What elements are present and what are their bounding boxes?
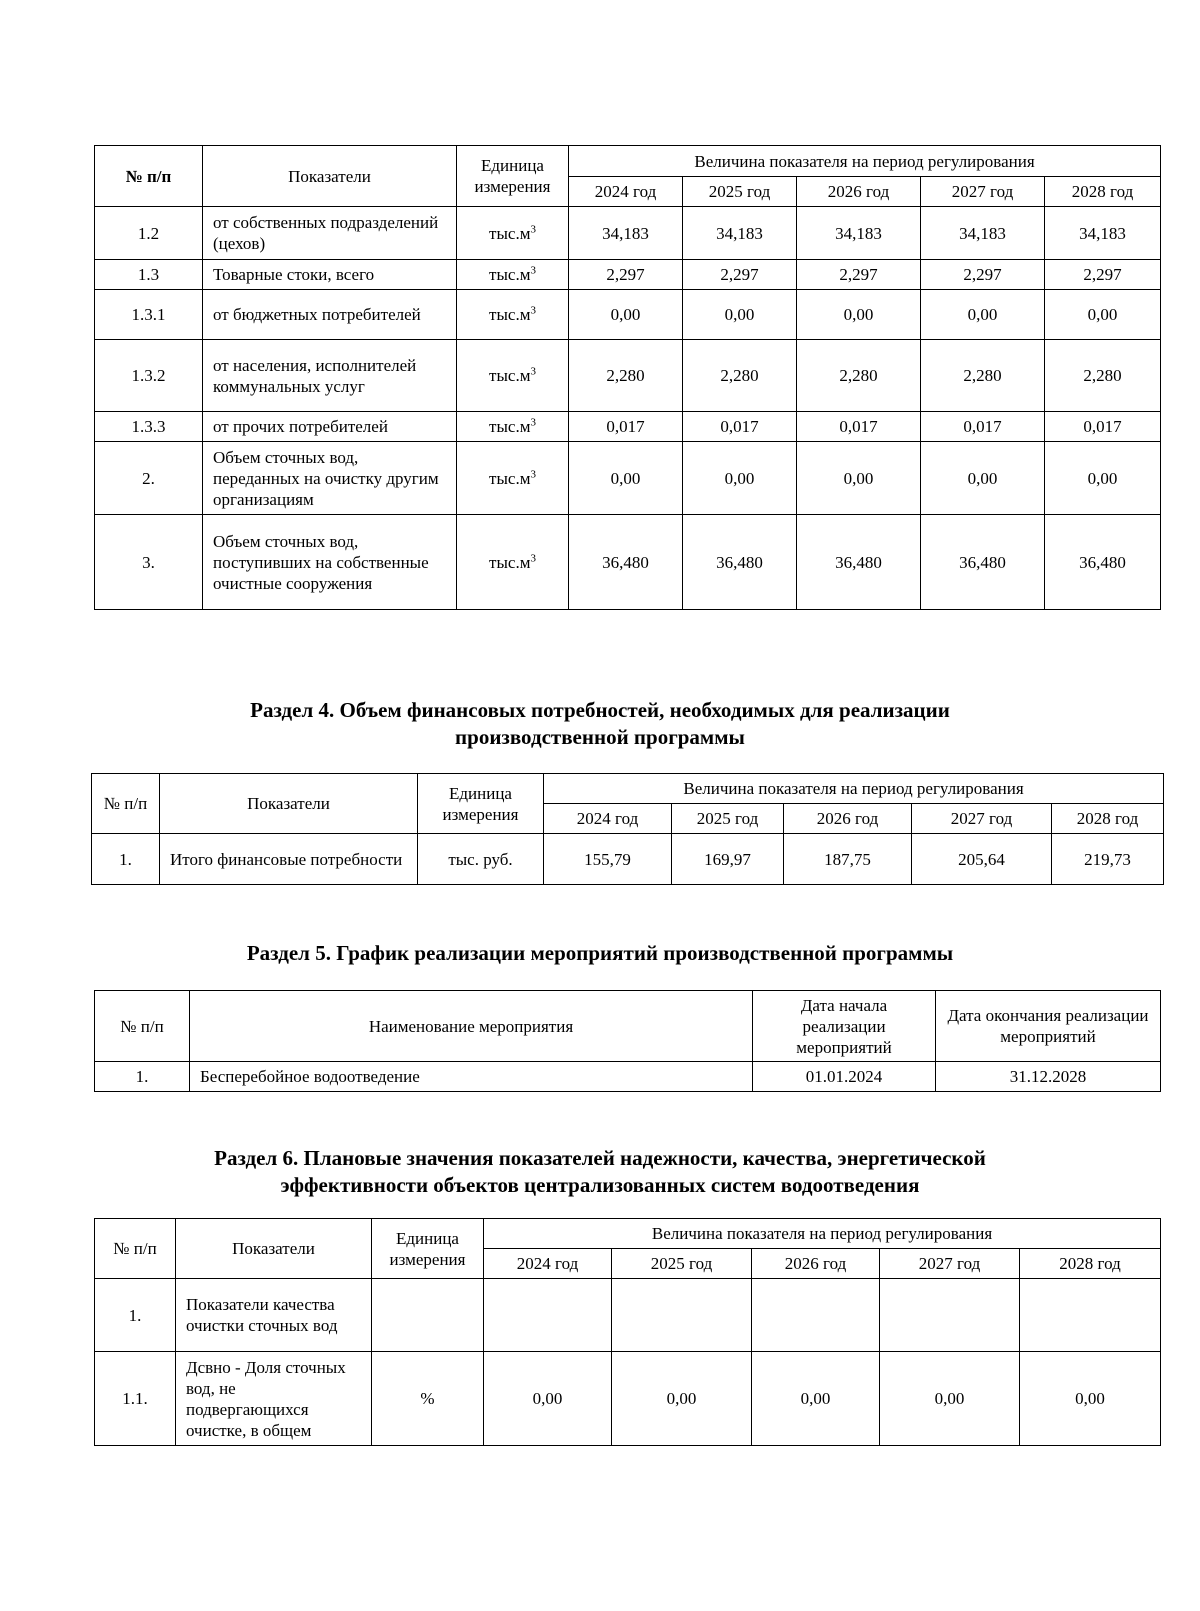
- row-name-text: Товарные стоки, всего: [213, 265, 375, 284]
- row-value-text: 34,183: [716, 223, 763, 243]
- row-value: [1020, 1279, 1161, 1352]
- header-year: 2025 год: [672, 804, 784, 834]
- unit-superscript: 3: [530, 365, 536, 378]
- row-value-text: 2,297: [963, 265, 1002, 284]
- row-value-text: 0,00: [967, 468, 998, 488]
- row-value: [921, 260, 1045, 290]
- header-year: 2028 год: [1020, 1249, 1161, 1279]
- unit-superscript: 3: [530, 222, 536, 235]
- row-value-text: 36,480: [716, 552, 763, 572]
- row-value-text: 0,017: [963, 417, 1002, 436]
- section4-title-line2: производственной программы: [455, 725, 745, 749]
- row-value: 219,73: [1052, 834, 1164, 885]
- header-year: 2028 год: [1052, 804, 1164, 834]
- header-year: 2024 год: [484, 1249, 612, 1279]
- row-value-text: 36,480: [959, 552, 1006, 572]
- table-row: [95, 340, 1161, 412]
- row-name: [203, 260, 457, 290]
- row-value: [569, 412, 683, 442]
- row-unit: [457, 207, 569, 260]
- row-value-text: 0,00: [1087, 305, 1118, 324]
- row-name: Дсвно - Доля сточных вод, не подвергающихся очистке, в общем: [176, 1352, 372, 1446]
- row-value: 155,79: [544, 834, 672, 885]
- header-year: 2027 год: [921, 177, 1045, 207]
- row-name: [203, 515, 457, 610]
- header-indicator: Показатели: [203, 146, 457, 207]
- row-value: [797, 260, 921, 290]
- section4-title: [0, 697, 1200, 751]
- row-start-date: 01.01.2024: [753, 1062, 936, 1092]
- row-value-text: 36,480: [1079, 552, 1126, 572]
- row-value: [797, 340, 921, 412]
- header-indicator: Показатели: [176, 1219, 372, 1279]
- row-value-text: 0,017: [839, 417, 878, 436]
- row-value: [921, 412, 1045, 442]
- header-num: № п/п: [92, 774, 160, 834]
- row-value: [1045, 260, 1161, 290]
- row-value: [752, 1279, 880, 1352]
- row-value: [683, 260, 797, 290]
- table-row: [95, 1062, 1161, 1092]
- header-num: № п/п: [95, 1219, 176, 1279]
- header-unit: Единица измерения: [457, 146, 569, 207]
- row-value: [683, 340, 797, 412]
- row-unit-text: тыс.м: [489, 305, 531, 324]
- row-value: [569, 340, 683, 412]
- row-unit-text: тыс.м: [489, 417, 531, 436]
- row-num-text: 1.3.1: [131, 305, 166, 324]
- row-unit: [457, 412, 569, 442]
- row-value: [484, 1279, 612, 1352]
- row-name: [203, 340, 457, 412]
- row-value: [797, 412, 921, 442]
- schedule-table: [94, 990, 1161, 1092]
- row-value: 0,00: [484, 1352, 612, 1446]
- row-value: [569, 515, 683, 610]
- row-value: [569, 260, 683, 290]
- header-unit: Единица измерения: [372, 1219, 484, 1279]
- header-start-date: Дата начала реализации мероприятий: [753, 991, 936, 1062]
- unit-superscript: 3: [530, 551, 536, 564]
- row-value: 0,00: [752, 1352, 880, 1446]
- row-value: 0,00: [1020, 1352, 1161, 1446]
- row-value: [1045, 412, 1161, 442]
- unit-superscript: 3: [530, 467, 536, 480]
- row-end-date: 31.12.2028: [936, 1062, 1161, 1092]
- row-value: [683, 412, 797, 442]
- row-value: 169,97: [672, 834, 784, 885]
- row-unit: [457, 260, 569, 290]
- unit-superscript: 3: [530, 264, 536, 277]
- row-num: 1.1.: [95, 1352, 176, 1446]
- row-unit: [372, 1279, 484, 1352]
- row-value: [683, 515, 797, 610]
- table-row: [95, 1279, 1161, 1352]
- header-year: 2026 год: [784, 804, 912, 834]
- row-unit-text: тыс.м: [489, 223, 531, 243]
- header-year: 2026 год: [797, 177, 921, 207]
- row-num: [95, 442, 203, 515]
- row-name: [203, 442, 457, 515]
- row-value: 0,00: [612, 1352, 752, 1446]
- row-num: [95, 260, 203, 290]
- row-unit: [457, 340, 569, 412]
- row-num: [95, 340, 203, 412]
- row-value: [921, 442, 1045, 515]
- row-value-text: 0,00: [843, 468, 874, 488]
- row-num-text: 1.2: [137, 223, 160, 243]
- header-year: 2025 год: [612, 1249, 752, 1279]
- table-row: [92, 834, 1164, 885]
- header-event-name: Наименование мероприятия: [190, 991, 753, 1062]
- row-value-text: 2,297: [606, 265, 645, 284]
- row-value-text: 36,480: [602, 552, 649, 572]
- row-value: [683, 207, 797, 260]
- row-value-text: 34,183: [835, 223, 882, 243]
- row-num-text: 1.3: [137, 265, 160, 284]
- section5-title-line: Раздел 5. График реализации мероприятий производственной программы: [246, 941, 954, 965]
- row-value-text: 2,297: [720, 265, 759, 284]
- row-value-text: 2,280: [720, 366, 759, 385]
- header-year: 2024 год: [544, 804, 672, 834]
- row-value-text: 0,00: [843, 305, 874, 324]
- unit-superscript: 3: [530, 416, 536, 429]
- row-value: 187,75: [784, 834, 912, 885]
- row-num-text: 2.: [142, 468, 155, 488]
- production-volume-table: [94, 145, 1161, 610]
- row-value: [1045, 207, 1161, 260]
- header-num: № п/п: [95, 991, 190, 1062]
- header-period: Величина показателя на период регулирования: [544, 774, 1164, 804]
- table-row: [95, 207, 1161, 260]
- row-unit: %: [372, 1352, 484, 1446]
- row-num-text: 1.3.3: [131, 417, 166, 436]
- header-end-date: Дата окончания реализации мероприятий: [936, 991, 1161, 1062]
- row-num: [95, 207, 203, 260]
- row-value: 0,00: [880, 1352, 1020, 1446]
- row-num: 1.: [95, 1062, 190, 1092]
- row-value: [797, 207, 921, 260]
- row-num-text: 1.3.2: [131, 366, 166, 385]
- row-value: [921, 207, 1045, 260]
- table-body: [95, 207, 1161, 610]
- table-row: [95, 1352, 1161, 1446]
- row-name: [203, 412, 457, 442]
- row-value: [1045, 515, 1161, 610]
- row-value: [569, 442, 683, 515]
- row-name-text: Объем сточных вод, поступивших на собственные очистные сооружения: [213, 531, 429, 593]
- row-unit: [457, 290, 569, 340]
- header-unit: Единица измерения: [418, 774, 544, 834]
- row-value-text: 0,017: [720, 417, 759, 436]
- row-num: [95, 515, 203, 610]
- row-value-text: 2,280: [839, 366, 878, 385]
- row-value: 205,64: [912, 834, 1052, 885]
- row-value-text: 0,00: [724, 468, 755, 488]
- section6-title-line1: Раздел 6. Плановые значения показателей надежности, качества, энергетической: [214, 1146, 986, 1170]
- row-name: Показатели качества очистки сточных вод: [176, 1279, 372, 1352]
- row-unit: [457, 515, 569, 610]
- row-value: [921, 290, 1045, 340]
- row-num: [95, 412, 203, 442]
- row-value: [921, 340, 1045, 412]
- row-value-text: 34,183: [1079, 223, 1126, 243]
- financial-needs-table: [91, 773, 1164, 885]
- section6-title-line2: эффективности объектов централизованных систем водоотведения: [280, 1173, 920, 1197]
- section6-title: [0, 1145, 1200, 1199]
- row-unit-text: тыс.м: [489, 552, 531, 572]
- row-value-text: 0,00: [967, 305, 998, 324]
- row-unit: тыс. руб.: [418, 834, 544, 885]
- table-row: [95, 260, 1161, 290]
- row-value-text: 2,297: [1083, 265, 1122, 284]
- row-value-text: 0,00: [724, 305, 755, 324]
- section5-title: [0, 940, 1200, 967]
- table-row: [95, 515, 1161, 610]
- row-value: [1045, 290, 1161, 340]
- row-value-text: 0,017: [1083, 417, 1122, 436]
- row-value: [797, 442, 921, 515]
- row-value: [612, 1279, 752, 1352]
- header-year: 2027 год: [880, 1249, 1020, 1279]
- header-indicator: Показатели: [160, 774, 418, 834]
- header-period: Величина показателя на период регулирования: [569, 146, 1161, 177]
- reliability-table: [94, 1218, 1161, 1446]
- row-value-text: 34,183: [602, 223, 649, 243]
- row-value: [683, 442, 797, 515]
- table-row: [95, 442, 1161, 515]
- row-value-text: 2,297: [839, 265, 878, 284]
- table-row: [95, 412, 1161, 442]
- row-value-text: 0,017: [606, 417, 645, 436]
- header-year: 2025 год: [683, 177, 797, 207]
- row-value: [921, 515, 1045, 610]
- table-row: [95, 290, 1161, 340]
- row-value: [569, 290, 683, 340]
- row-value-text: 0,00: [610, 305, 641, 324]
- row-name-text: от прочих потребителей: [213, 417, 388, 436]
- row-value: [880, 1279, 1020, 1352]
- row-value: [683, 290, 797, 340]
- row-value-text: 2,280: [606, 366, 645, 385]
- row-unit: [457, 442, 569, 515]
- row-value: [569, 207, 683, 260]
- header-year: 2028 год: [1045, 177, 1161, 207]
- row-num: 1.: [92, 834, 160, 885]
- header-period: Величина показателя на период регулирования: [484, 1219, 1161, 1249]
- row-value: [1045, 340, 1161, 412]
- header-num: № п/п: [95, 146, 203, 207]
- row-value: [797, 290, 921, 340]
- row-unit-text: тыс.м: [489, 468, 531, 488]
- row-value-text: 0,00: [610, 468, 641, 488]
- row-name: [203, 290, 457, 340]
- row-value: [797, 515, 921, 610]
- header-year: 2024 год: [569, 177, 683, 207]
- row-name: Итого финансовые потребности: [160, 834, 418, 885]
- row-name-text: от собственных подразделений (цехов): [213, 213, 439, 253]
- row-value: [1045, 442, 1161, 515]
- row-value-text: 34,183: [959, 223, 1006, 243]
- row-name-text: от бюджетных потребителей: [213, 305, 421, 324]
- row-num: [95, 290, 203, 340]
- row-name-text: от населения, исполнителей коммунальных услуг: [213, 355, 417, 396]
- row-unit-text: тыс.м: [489, 366, 531, 385]
- unit-superscript: 3: [530, 304, 536, 317]
- header-year: 2026 год: [752, 1249, 880, 1279]
- row-unit-text: тыс.м: [489, 265, 531, 284]
- row-value-text: 36,480: [835, 552, 882, 572]
- row-value-text: 2,280: [963, 366, 1002, 385]
- row-event-name: Бесперебойное водоотведение: [190, 1062, 753, 1092]
- row-value-text: 2,280: [1083, 366, 1122, 385]
- row-name-text: Объем сточных вод, переданных на очистку другим организациям: [213, 447, 439, 509]
- row-name: [203, 207, 457, 260]
- section4-title-line1: Раздел 4. Объем финансовых потребностей, необходимых для реализации: [250, 698, 950, 722]
- header-year: 2027 год: [912, 804, 1052, 834]
- row-num-text: 3.: [142, 552, 155, 572]
- row-value-text: 0,00: [1087, 468, 1118, 488]
- row-num: 1.: [95, 1279, 176, 1352]
